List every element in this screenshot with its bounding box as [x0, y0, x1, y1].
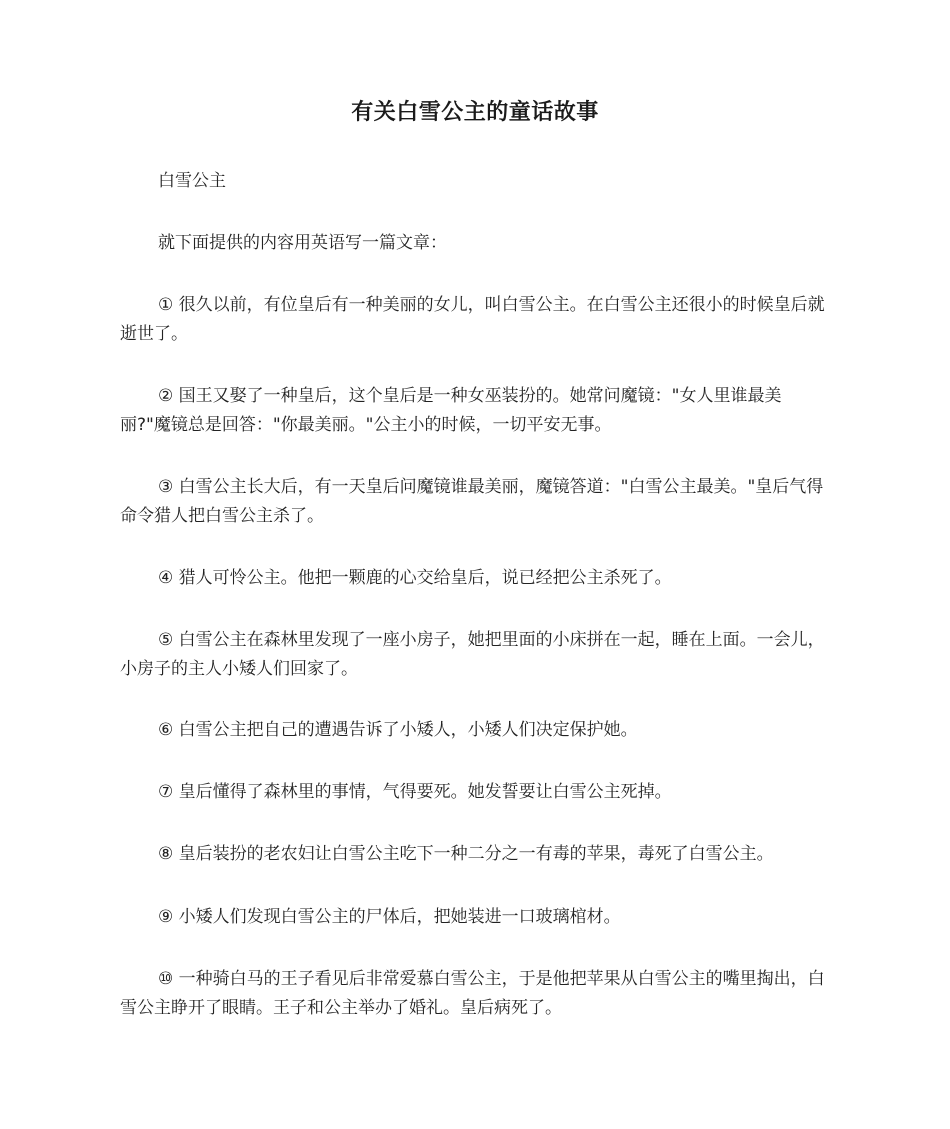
- paragraph-4: ④ 猎人可怜公主。他把一颗鹿的心交给皇后，说已经把公主杀死了。: [158, 568, 672, 588]
- paragraph-5: ⑤ 白雪公主在森林里发现了一座小房子，她把里面的小床拼在一起，睡在上面。一会儿，小房子的主人小矮人们回家了。: [120, 630, 825, 679]
- paragraph-instruction: 就下面提供的内容用英语写一篇文章：: [158, 233, 447, 253]
- paragraph-9: ⑨ 小矮人们发现白雪公主的尸体后，把她装进一口玻璃棺材。: [158, 907, 621, 927]
- paragraph-6: ⑥ 白雪公主把自己的遭遇告诉了小矮人，小矮人们决定保护她。: [158, 720, 638, 740]
- paragraph-2: ② 国王又娶了一种皇后，这个皇后是一种女巫装扮的。她常问魔镜："女人里谁最美丽?"魔镜总是回答："你最美丽。"公主小的时候，一切平安无事。: [120, 386, 782, 435]
- paragraph-7: ⑦ 皇后懂得了森林里的事情，气得要死。她发誓要让白雪公主死掉。: [158, 782, 672, 802]
- document-title: 有关白雪公主的童话故事: [351, 100, 599, 125]
- paragraph-heading: 白雪公主: [158, 171, 226, 191]
- paragraph-10: ⑩ 一种骑白马的王子看见后非常爱慕白雪公主，于是他把苹果从白雪公主的嘴里掏出，白雪公主睁开了眼睛。王子和公主举办了婚礼。皇后病死了。: [120, 969, 825, 1018]
- paragraph-8: ⑧ 皇后装扮的老农妇让白雪公主吃下一种二分之一有毒的苹果，毒死了白雪公主。: [158, 844, 774, 864]
- paragraph-1: ① 很久以前，有位皇后有一种美丽的女儿，叫白雪公主。在白雪公主还很小的时候皇后就逝世了。: [120, 295, 825, 344]
- paragraph-3: ③ 白雪公主长大后，有一天皇后问魔镜谁最美丽，魔镜答道："白雪公主最美。"皇后气得命令猎人把白雪公主杀了。: [120, 477, 824, 526]
